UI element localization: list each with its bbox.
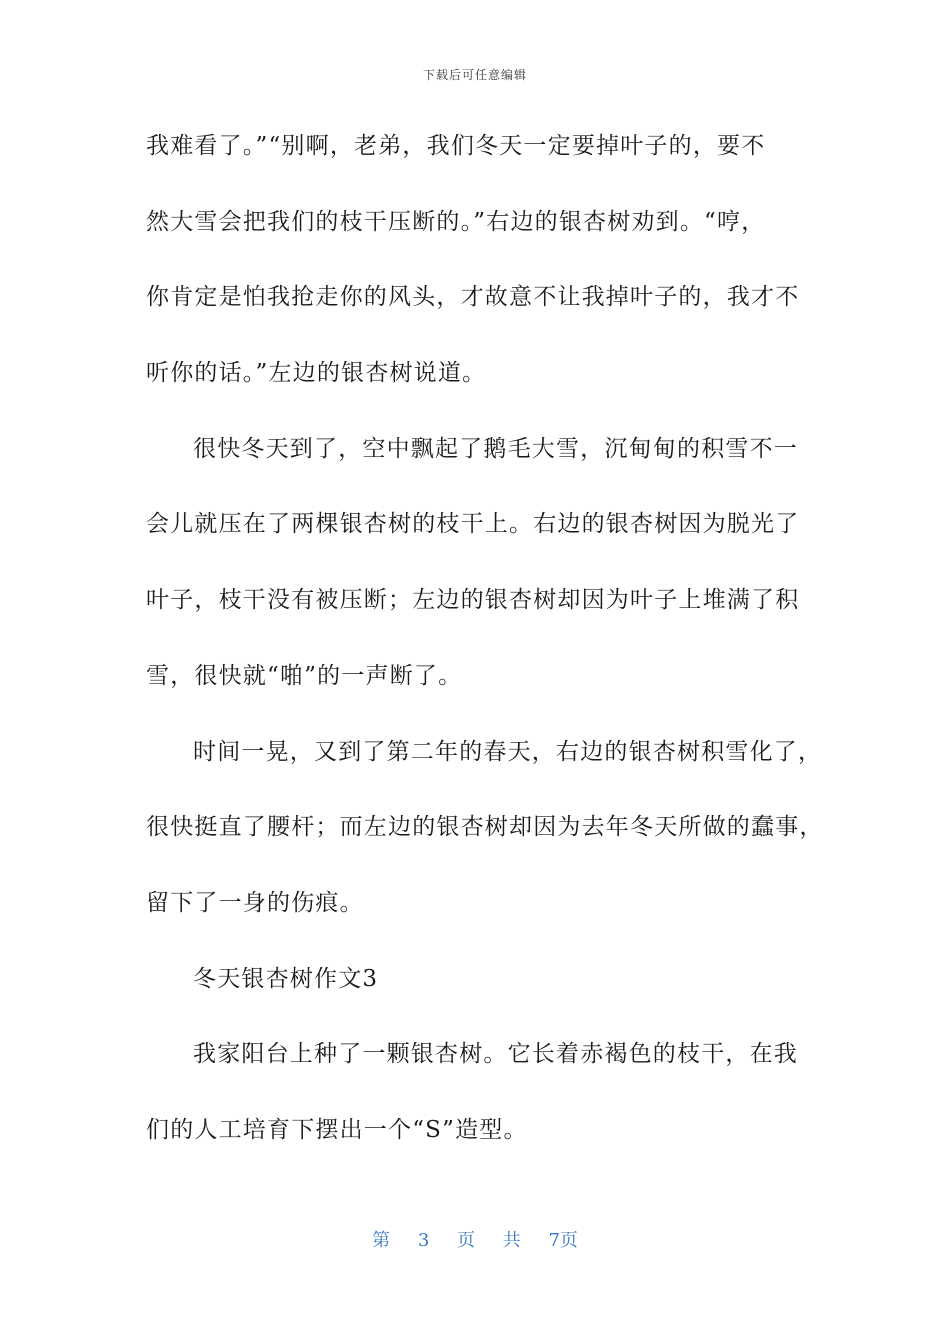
footer-page-label: 页 xyxy=(457,1230,475,1251)
paragraph-start-line: 时间一晃，又到了第二年的春天，右边的银杏树积雪化了， xyxy=(193,738,823,765)
footer-current-page: 3 xyxy=(417,1230,430,1251)
footer-total-prefix: 共 xyxy=(502,1230,521,1251)
page-footer xyxy=(0,1226,950,1252)
page-header: 下载后可任意编辑 xyxy=(422,68,527,82)
text-line: 叶子，枝干没有被压断；左边的银杏树却因为叶子上堆满了积 xyxy=(146,587,800,614)
paragraph-start-line: 我家阳台上种了一颗银杏树。它长着赤褐色的枝干，在我 xyxy=(193,1041,798,1068)
paragraph-start-line: 很快冬天到了，空中飘起了鹅毛大雪，沉甸甸的积雪不一 xyxy=(193,435,798,462)
text-line: 然大雪会把我们的枝干压断的。”右边的银杏树劝到。“哼， xyxy=(146,208,766,235)
footer-prefix: 第 xyxy=(372,1230,391,1251)
text-line: 听你的话。”左边的银杏树说道。 xyxy=(146,360,487,387)
text-line: 很快挺直了腰杆；而左边的银杏树却因为去年冬天所做的蠢事， xyxy=(146,814,824,841)
text-line: 我难看了。”“别啊，老弟，我们冬天一定要掉叶子的，要不 xyxy=(146,133,766,159)
text-line: 雪，很快就“啪”的一声断了。 xyxy=(146,662,463,689)
section-heading: 冬天银杏树作文3 xyxy=(193,965,379,992)
document-body xyxy=(146,126,824,1186)
text-line: 你肯定是怕我抢走你的风头，才故意不让我掉叶子的，我才不 xyxy=(146,284,800,311)
footer-total-pages: 7页 xyxy=(548,1230,578,1251)
text-line: 留下了一身的伤痕。 xyxy=(146,889,364,916)
text-line: 会儿就压在了两棵银杏树的枝干上。右边的银杏树因为脱光了 xyxy=(146,511,800,538)
text-line: 们的人工培育下摆出一个“S”造型。 xyxy=(146,1116,528,1143)
